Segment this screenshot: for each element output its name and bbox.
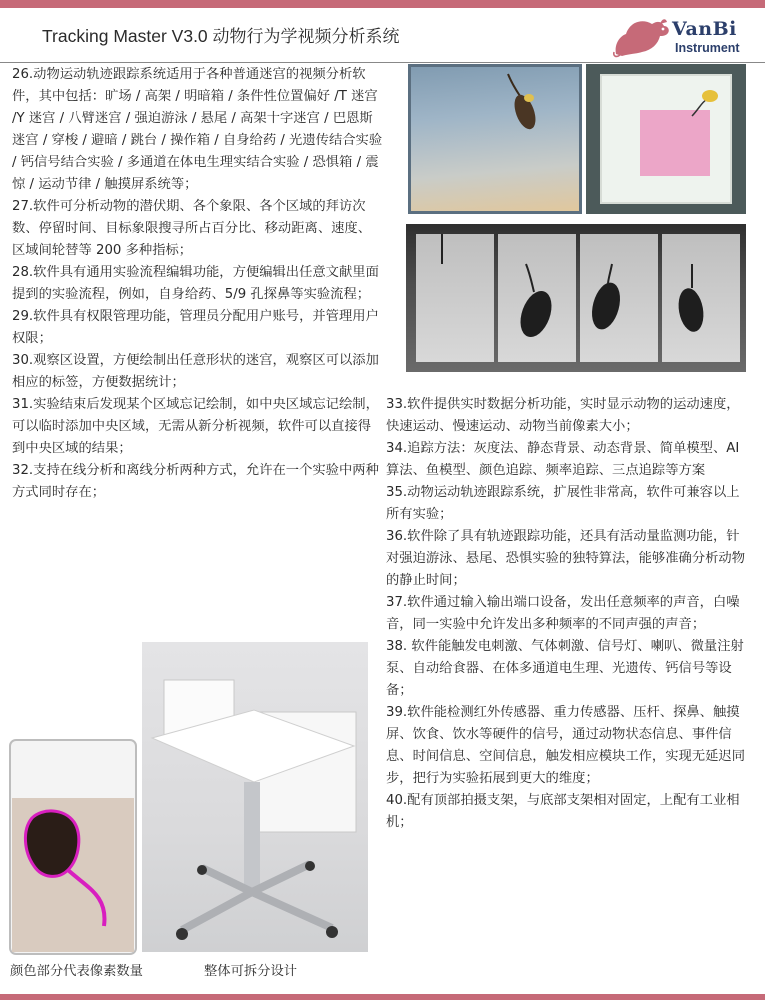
- tail-suspension-photo: [406, 224, 746, 372]
- vanbi-logo: [612, 14, 762, 60]
- feature-item-37: 37.软件通过输入输出端口设备，发出任意频率的声音，白噪音，同一实验中允许发出多种频率的不同声强的声音；: [386, 595, 740, 632]
- feature-item-33: 33.软件提供实时数据分析功能，实时显示动物的运动速度，快速运动、慢速运动、动物当前像素大小；: [386, 397, 740, 434]
- page-title: [42, 22, 400, 47]
- feature-item-32: 32.支持在线分析和离线分析两种方式，允许在一个实验中两种方式同时存在；: [12, 463, 379, 500]
- arena-mouse-figure: [602, 76, 734, 206]
- bottom-accent-bar: [0, 994, 765, 1000]
- device-stand-figure: [142, 642, 368, 952]
- forced-swim-tube-photo: [8, 738, 138, 956]
- feature-item-31: 31.实验结束后发现某个区域忘记绘制，如中央区域忘记绘制，可以临时添加中央区域，无需从新分析视频，软件可以直接得到中央区域的结果；: [12, 397, 379, 456]
- feature-item-30: 30.观察区设置，方便绘制出任意形状的迷宫，观察区可以添加相应的标签，方便数据统计；: [12, 353, 379, 390]
- page-header: [0, 8, 765, 58]
- tube-caption: 颜色部分代表像素数量: [10, 964, 143, 979]
- feature-item-40: 40.配有顶部拍摄支架，与底部支架相对固定，上配有工业相机；: [386, 793, 740, 830]
- feature-list-left: [12, 64, 384, 504]
- open-field-photo: [408, 64, 582, 214]
- feature-item-26: 26.动物运动轨迹跟踪系统适用于各种普通迷宫的视频分析软件，其中包括：旷场 / 高架 / 明暗箱 / 条件性位置偏好 /T 迷宫 /Y 迷宫 / 八臂迷宫 / 强迫游泳 / 悬尾 / 高架十字迷宫 / 巴恩斯迷宫 / 穿梭 / 避暗 / 跳台 / 操作箱 / 自身给药 / 光遗传结合实验 / 钙信号结合实验 / 多通道在体电生理实结合实验 / 恐惧箱 / 震惊 / 运动节律 / 触摸屏系统等；: [12, 67, 383, 192]
- tracked-mouse-figure: [408, 64, 582, 214]
- suspended-mice-figure: [406, 224, 746, 372]
- rat-logo-icon: [612, 14, 674, 60]
- title-english: Tracking Master V3.0: [42, 26, 213, 46]
- feature-item-39: 39.软件能检测红外传感器、重力传感器、压杆、探鼻、触摸屏、饮食、饮水等硬件的信号，通过动物状态信息、事件信息、时间信息、空间信息，触发相应模块工作，实现无延迟同步，把行为实验拓展到更大的维度；: [386, 705, 746, 786]
- top-accent-bar: [0, 0, 765, 8]
- logo-subtitle: Instrument: [675, 41, 740, 55]
- logo-wordmark: VanBi: [672, 18, 737, 40]
- feature-item-38: 38. 软件能触发电刺激、气体刺激、信号灯、喇叭、微量注射泵、自动给食器、在体多通道电生理、光遗传、钙信号等设备；: [386, 639, 744, 698]
- header-divider: [0, 62, 765, 63]
- feature-list-right: [386, 394, 752, 834]
- feature-item-34: 34.追踪方法：灰度法、静态背景、动态背景、简单模型、AI 算法、鱼模型、颜色追踪、频率追踪、三点追踪等方案: [386, 441, 740, 478]
- feature-item-36: 36.软件除了具有轨迹跟踪功能，还具有活动量监测功能，针对强迫游泳、悬尾、恐惧实验的独特算法，能够准确分析动物的静止时间；: [386, 529, 746, 588]
- feature-item-28: 28.软件具有通用实验流程编辑功能，方便编辑出任意文献里面提到的实验流程，例如，自身给药、5/9 孔探鼻等实验流程；: [12, 265, 379, 302]
- zone-arena-photo: [586, 64, 746, 214]
- feature-item-29: 29.软件具有权限管理功能，管理员分配用户账号，并管理用户权限；: [12, 309, 379, 346]
- feature-item-35: 35.动物运动轨迹跟踪系统，扩展性非常高，软件可兼容以上所有实验；: [386, 485, 740, 522]
- title-chinese: 动物行为学视频分析系统: [212, 27, 400, 47]
- arena-floor: [600, 74, 732, 204]
- swim-tube-figure: [8, 738, 138, 956]
- maze-device-photo: [142, 642, 368, 952]
- feature-item-27: 27.软件可分析动物的潜伏期、各个象限、各个区域的拜访次数、停留时间、目标象限搜寻所占百分比、移动距离、速度、区域间轮替等 200 多种指标；: [12, 199, 372, 258]
- device-caption: 整体可拆分设计: [204, 964, 298, 979]
